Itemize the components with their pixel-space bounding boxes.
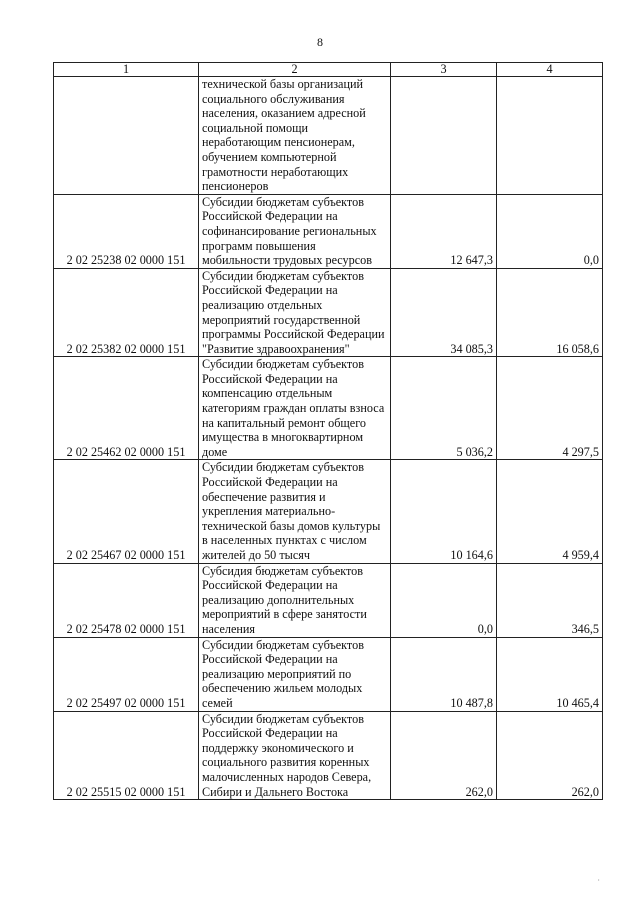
table-row	[54, 460, 603, 563]
amount-column-4-cell: 346,5	[497, 563, 603, 637]
description-cell: Субсидии бюджетам субъектов Российской Федерации на обеспечение развития и укрепления материально-технической базы домов культуры в населенных пунктах с числом жителей до 50 тысяч	[199, 460, 391, 563]
table-header	[54, 63, 603, 77]
scan-speck: ·	[597, 876, 600, 885]
amount-column-3-cell: 10 164,6	[391, 460, 497, 563]
description-cell: Субсидии бюджетам субъектов Российской Федерации на компенсацию отдельным категориям граждан оплаты взноса на капитальный ремонт общего имущества в многоквартирном доме	[199, 357, 391, 460]
amount-column-3-cell: 10 487,8	[391, 637, 497, 711]
column-header-1: 1	[54, 63, 199, 77]
amount-column-4-cell: 4 959,4	[497, 460, 603, 563]
page-number: 8	[317, 35, 323, 49]
header-row	[54, 63, 603, 77]
budget-table	[53, 62, 603, 800]
amount-column-3-cell: 5 036,2	[391, 357, 497, 460]
budget-code-cell	[54, 77, 199, 195]
table-row	[54, 194, 603, 268]
table-body	[54, 77, 603, 800]
amount-column-4-cell: 0,0	[497, 194, 603, 268]
budget-code-cell: 2 02 25462 02 0000 151	[54, 357, 199, 460]
amount-column-4-cell: 4 297,5	[497, 357, 603, 460]
amount-column-4-cell: 10 465,4	[497, 637, 603, 711]
amount-column-3-cell: 12 647,3	[391, 194, 497, 268]
table-row	[54, 563, 603, 637]
description-cell: Субсидии бюджетам субъектов Российской Федерации на реализацию отдельных мероприятий государственной программы Российской Федерации "Развитие здравоохранения"	[199, 268, 391, 357]
budget-code-cell: 2 02 25467 02 0000 151	[54, 460, 199, 563]
amount-column-4-cell: 16 058,6	[497, 268, 603, 357]
amount-column-3-cell	[391, 77, 497, 195]
amount-column-3-cell: 0,0	[391, 563, 497, 637]
table-row	[54, 711, 603, 800]
description-cell: Субсидии бюджетам субъектов Российской Федерации на реализацию мероприятий по обеспечению жильем молодых семей	[199, 637, 391, 711]
table-row	[54, 357, 603, 460]
amount-column-4-cell: 262,0	[497, 711, 603, 800]
description-cell: Субсидии бюджетам субъектов Российской Федерации на софинансирование региональных программ повышения мобильности трудовых ресурсов	[199, 194, 391, 268]
column-header-2: 2	[199, 63, 391, 77]
budget-code-cell: 2 02 25515 02 0000 151	[54, 711, 199, 800]
table-row	[54, 268, 603, 357]
column-header-3: 3	[391, 63, 497, 77]
budget-code-cell: 2 02 25238 02 0000 151	[54, 194, 199, 268]
budget-code-cell: 2 02 25382 02 0000 151	[54, 268, 199, 357]
description-cell: Субсидия бюджетам субъектов Российской Федерации на реализацию дополнительных мероприятий в сфере занятости населения	[199, 563, 391, 637]
description-cell: Субсидии бюджетам субъектов Российской Федерации на поддержку экономического и социального развития коренных малочисленных народов Севера, Сибири и Дальнего Востока	[199, 711, 391, 800]
description-cell: технической базы организаций социального обслуживания населения, оказанием адресной социальной помощи неработающим пенсионерам, обучением компьютерной грамотности неработающих пенсионеров	[199, 77, 391, 195]
amount-column-3-cell: 34 085,3	[391, 268, 497, 357]
budget-code-cell: 2 02 25497 02 0000 151	[54, 637, 199, 711]
table-row	[54, 637, 603, 711]
column-header-4: 4	[497, 63, 603, 77]
budget-code-cell: 2 02 25478 02 0000 151	[54, 563, 199, 637]
amount-column-4-cell	[497, 77, 603, 195]
table-row	[54, 77, 603, 195]
amount-column-3-cell: 262,0	[391, 711, 497, 800]
